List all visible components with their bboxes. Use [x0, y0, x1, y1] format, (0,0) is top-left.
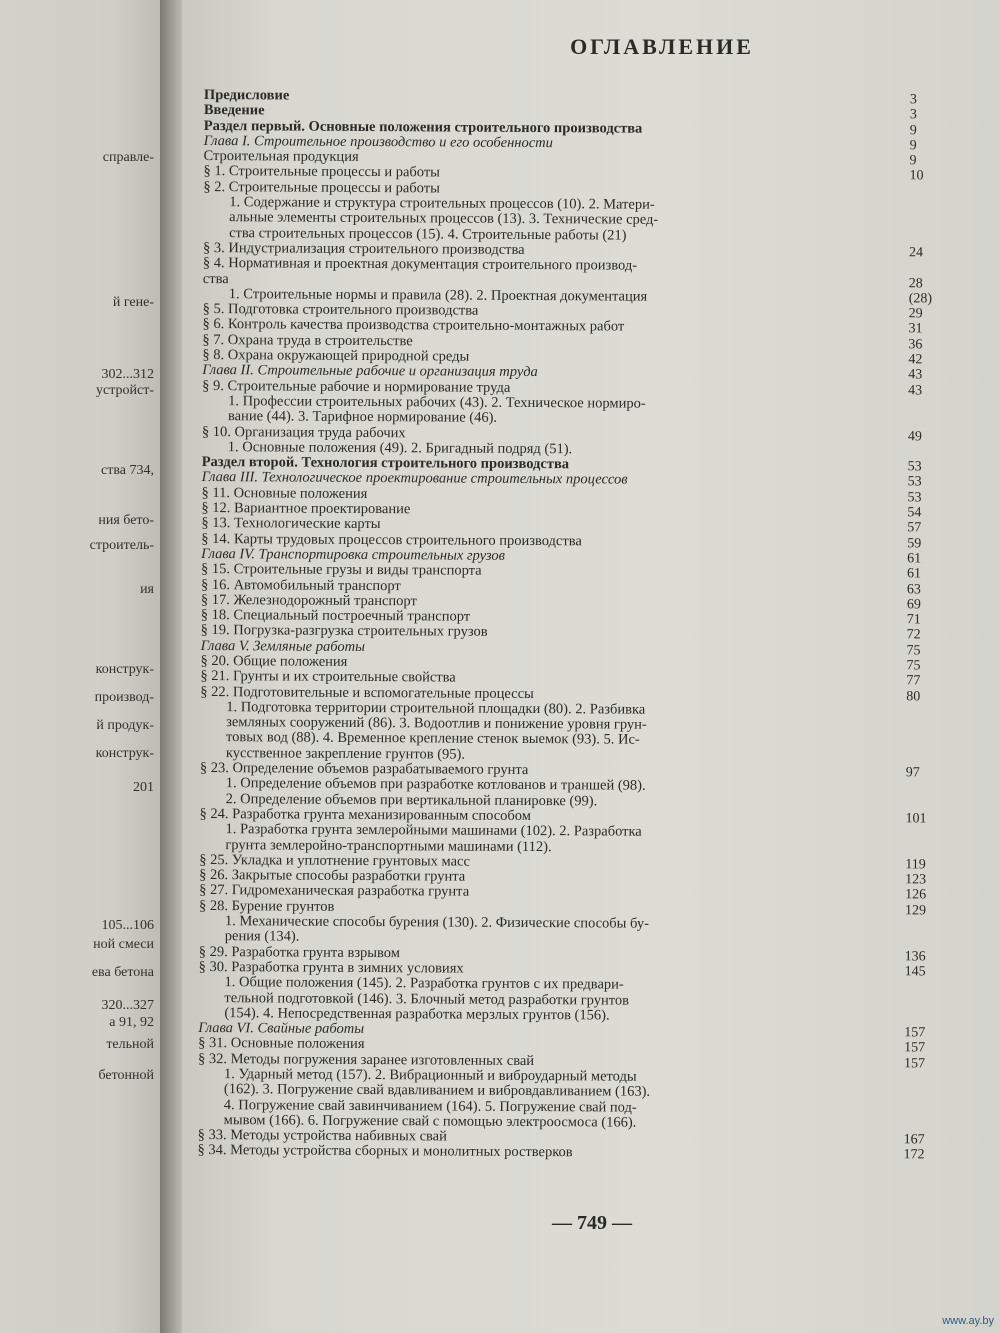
toc-entry-title: Предисловие: [203, 87, 290, 104]
left-page-fragment: ства 734,: [101, 463, 154, 478]
toc-entry-title: § 1. Строительные процессы и работы: [203, 163, 441, 181]
toc-entry-page: 129: [904, 903, 927, 919]
toc-entry-page: 10: [909, 168, 924, 184]
toc-entry-title: § 19. Погрузка-разгрузка строительных грузов: [200, 622, 488, 641]
toc-entry-page: 61: [907, 551, 922, 567]
toc-entry-title: тельной подготовкой (146). 3. Блочный метод разработки грунтов: [224, 989, 630, 1009]
toc-entry-title: § 31. Основные положения: [198, 1035, 365, 1053]
left-page-fragment: устройст-: [96, 383, 154, 398]
toc-entry-page: 31: [908, 321, 923, 337]
toc-entry-title: § 33. Методы устройства набивных свай: [197, 1127, 447, 1145]
toc-entry-page: 43: [908, 367, 923, 383]
toc-entry-title: § 10. Организация труда рабочих: [201, 423, 406, 441]
toc-entry-title: § 7. Охрана труда в строительстве: [202, 331, 413, 350]
toc-entry-title: § 28. Бурение грунтов: [198, 897, 335, 915]
toc-entry-title: (162). 3. Погружение свай вдавливанием и вибровдавливанием (163).: [223, 1081, 651, 1101]
toc-entry-page: 71: [906, 612, 921, 628]
page-title: ОГЛАВЛЕНИЕ: [570, 34, 754, 59]
toc-entry-page: 145: [904, 964, 926, 980]
toc-entry-title: § 5. Подготовка строительного производства: [202, 301, 479, 319]
toc-entry-title: § 21. Грунты и их строительные свойства: [200, 668, 456, 686]
toc-entry-page: 57: [907, 520, 922, 536]
left-page-fragment: а 91, 92: [109, 1015, 154, 1030]
toc-entry-page: 53: [907, 459, 922, 475]
toc-entry-title: § 17. Железнодорожный транспорт: [200, 591, 417, 610]
toc-entry-title: Введение: [203, 102, 265, 119]
toc-entry-title: § 25. Укладка и уплотнение грунтовых масс: [199, 851, 471, 870]
toc-entry-title: Глава V. Земляные работы: [200, 637, 365, 655]
toc-entry-title: грунта землеройно-транспортными машинами (112).: [225, 836, 552, 855]
toc-entry-title: 2. Определение объемов при вертикальной планировке (99).: [225, 790, 598, 810]
watermark-text: www.ay.by: [942, 1315, 994, 1327]
toc-entry-title: § 29. Разработка грунта взрывом: [198, 943, 401, 961]
toc-entry-page: 9: [909, 138, 917, 154]
toc-entry-title: 1. Подготовка территории строительной площадки (80). 2. Разбивка: [226, 699, 646, 718]
toc-entry-title: Раздел второй. Технология строительного производства: [201, 454, 570, 473]
toc-entry-page: 3: [909, 107, 917, 123]
toc-entry-title: 1. Механические способы бурения (130). 2. Физические способы бу-: [224, 913, 650, 932]
table-of-contents: [197, 87, 933, 1163]
toc-entry-title: 1. Содержание и структура строительных процессов (10). 2. Матери-: [229, 194, 655, 213]
toc-entry-title: вание (44). 3. Тарифное нормирование (46).: [227, 408, 498, 427]
toc-entry-title: 1. Определение объемов при разработке котлованов и траншей (98).: [225, 775, 646, 795]
toc-entry: [197, 1142, 925, 1163]
left-page: [0, 0, 160, 1333]
toc-entry-title: Глава IV. Транспортировка строительных грузов: [201, 545, 505, 564]
toc-entry-page: 136: [904, 948, 926, 965]
toc-entry-title: § 20. Общие положения: [200, 652, 348, 670]
right-page: [182, 0, 1000, 1333]
toc-entry-title: § 22. Подготовительные и вспомогательные процессы: [200, 683, 534, 702]
toc-entry-page: 59: [907, 535, 922, 551]
left-page-fragment: й продук-: [96, 718, 154, 733]
toc-entry-page: 172: [903, 1147, 925, 1163]
toc-entry-page: 24: [908, 245, 924, 261]
toc-entry-title: ства: [202, 270, 229, 287]
toc-entry-page: 123: [905, 872, 927, 888]
toc-entry-page: 49: [907, 428, 922, 444]
left-page-fragment: ния бето-: [98, 513, 154, 528]
toc-entry-title: мывом (166). 6. Погружение свай с помощью электроосмоса (166).: [223, 1112, 637, 1131]
toc-entry-title: Строительная продукция: [203, 148, 359, 166]
left-page-fragment: 302...312: [101, 367, 154, 382]
toc-entry-title: § 23. Определение объемов разрабатываемого грунта: [199, 760, 529, 779]
toc-entry-title: § 13. Технологические карты: [201, 515, 381, 533]
toc-entry-page: 53: [907, 490, 922, 506]
toc-entry-page: 72: [906, 627, 921, 643]
left-page-fragment: конструк-: [95, 746, 154, 761]
toc-entry-title: 1. Основные положения (49). 2. Бригадный подряд (51).: [227, 438, 573, 458]
toc-entry-title: 1. Разработка грунта землеройными машинами (102). 2. Разработка: [225, 821, 642, 840]
toc-entry-title: 1. Профессии строительных рабочих (43). 2. Техническое нормиро-: [228, 393, 646, 412]
toc-entry-title: ства строительных процессов (15). 4. Строительные работы (21): [229, 224, 627, 244]
toc-entry-page: 126: [905, 887, 927, 903]
toc-entry-title: 4. Погружение свай завинчиванием (164). 5. Погружение свай под-: [223, 1096, 637, 1116]
toc-entry-page: 63: [906, 581, 921, 597]
left-page-fragment: строитель-: [89, 538, 154, 553]
toc-entry-title: Раздел первый. Основные положения строительного производства: [203, 117, 643, 137]
toc-entry-title: рения (134).: [224, 928, 300, 945]
toc-entry-title: § 12. Вариантное проектирование: [201, 500, 411, 518]
toc-entry-page: 101: [905, 811, 927, 827]
toc-entry-title: кусственное закрепление грунтов (95).: [225, 744, 466, 763]
toc-entry-title: Глава VI. Свайные работы: [198, 1020, 365, 1038]
toc-entry-page: 53: [907, 474, 922, 490]
toc-entry-page: (28): [908, 291, 933, 307]
toc-entry-page: 69: [906, 597, 921, 613]
toc-entry-title: § 2. Строительные процессы и работы: [203, 178, 440, 197]
toc-entry-title: § 8. Охрана окружающей природной среды: [202, 347, 470, 365]
toc-entry-title: § 4. Нормативная и проектная документация строительного производ-: [202, 255, 638, 274]
toc-entry-page: 97: [905, 765, 920, 781]
toc-entry-title: 1. Строительные нормы и правила (28). 2. Проектная документация: [228, 286, 648, 305]
toc-entry-title: 1. Ударный метод (157). 2. Вибрационный и виброударный методы: [223, 1066, 637, 1085]
toc-entry-title: § 27. Гидромеханическая разработка грунта: [199, 882, 470, 901]
toc-entry-title: § 6. Контроль качества производства строительно-монтажных работ: [202, 316, 625, 336]
toc-entry-page: 9: [909, 153, 917, 169]
toc-entry-page: 9: [909, 122, 917, 138]
toc-entry-page: 42: [908, 352, 923, 368]
toc-entry-page: 28: [908, 275, 923, 291]
toc-entry-page: 36: [908, 337, 923, 353]
toc-entry-page: 3: [909, 92, 917, 108]
left-page-fragment: 320...327: [101, 998, 154, 1013]
toc-entry-page: 119: [905, 857, 926, 873]
toc-entry-title: § 32. Методы погружения заранее изготовленных свай: [198, 1050, 535, 1069]
toc-entry-title: § 11. Основные положения: [201, 484, 368, 502]
left-page-fragment: тельной: [106, 1037, 154, 1052]
left-page-fragment: ия: [140, 582, 154, 597]
toc-entry-title: § 14. Карты трудовых процессов строительного производства: [201, 530, 582, 549]
toc-entry-title: § 18. Специальный построечный транспорт: [200, 607, 471, 625]
toc-entry-page: 43: [908, 382, 923, 399]
toc-entry-title: 1. Общие положения (145). 2. Разработка грунтов с их предвари-: [224, 974, 624, 993]
toc-entry-title: (154). 4. Непосредственная разработка мерзлых грунтов (156).: [224, 1004, 610, 1024]
toc-entry-title: § 34. Методы устройства сборных и монолитных ростверков: [197, 1142, 573, 1161]
toc-entry-page: 61: [906, 566, 922, 582]
toc-entry-title: товых вод (88). 4. Временное крепление стенок выемок (93). 5. Ис-: [225, 729, 640, 749]
toc-entry-title: Глава III. Технологическое проектирование строительных процессов: [201, 469, 628, 489]
toc-entry-page: 77: [906, 673, 921, 689]
left-page-fragment: й гене-: [112, 295, 154, 310]
left-page-fragment: ева бетона: [91, 965, 154, 980]
page-number: — 749 —: [552, 1212, 632, 1234]
toc-entry-title: § 24. Разработка грунта механизированным способом: [199, 805, 531, 824]
toc-entry-title: § 3. Индустриализация строительного производства: [202, 239, 525, 258]
toc-entry-title: § 30. Разработка грунта в зимних условиях: [198, 958, 464, 977]
toc-entry-page: 157: [904, 1055, 926, 1072]
toc-entry-title: альные элементы строительных процессов (13). 3. Технические сред-: [229, 209, 659, 229]
left-page-fragment: производ-: [94, 690, 154, 705]
book-gutter: [160, 0, 182, 1333]
toc-entry-page: 75: [906, 642, 921, 659]
toc-entry-title: § 16. Автомобильный транспорт: [200, 576, 401, 594]
toc-entry-title: земляных сооружений (86). 3. Водоотлив и понижение уровня грун-: [226, 714, 647, 733]
toc-entry-page: 80: [906, 688, 921, 704]
left-page-fragment: бетонной: [98, 1068, 154, 1083]
left-page-fragment: конструк-: [95, 662, 154, 677]
left-page-fragment: 105...106: [101, 918, 154, 933]
toc-entry-title: § 26. Закрытые способы разработки грунта: [199, 867, 466, 885]
left-page-fragment: ной смеси: [93, 937, 154, 952]
toc-entry-title: § 15. Строительные грузы и виды транспорта: [201, 561, 482, 579]
toc-entry-page: 54: [907, 505, 922, 521]
toc-entry-page: 157: [904, 1040, 926, 1056]
toc-entry-title: Глава I. Строительное производство и его особенности: [203, 132, 553, 152]
toc-entry-title: § 9. Строительные рабочие и нормирование труда: [202, 377, 511, 396]
toc-entry-page: 167: [903, 1132, 925, 1148]
toc-entry-title: Глава II. Строительные рабочие и организация труда: [202, 362, 538, 381]
left-page-fragment: справле-: [102, 150, 154, 165]
toc-entry-page: 75: [906, 658, 921, 674]
left-page-fragment: 201: [133, 780, 154, 795]
toc-entry-page: 29: [908, 306, 923, 322]
toc-entry-page: 157: [904, 1025, 926, 1041]
